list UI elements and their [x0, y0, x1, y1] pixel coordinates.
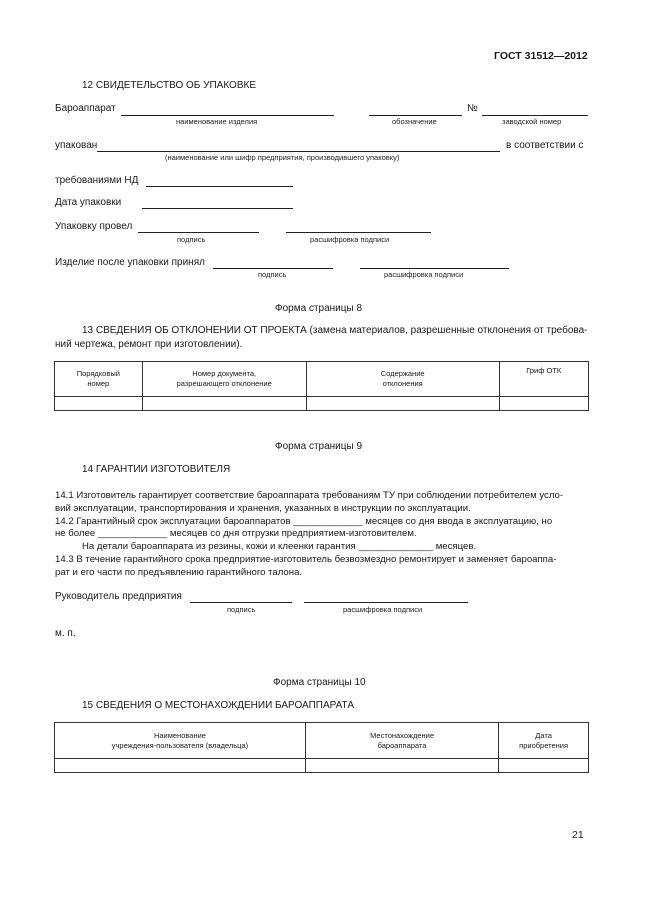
section-13-title-line2: ний чертежа, ремонт при изготовлении).	[55, 339, 243, 350]
serial-number-field[interactable]	[482, 115, 588, 116]
caption-designation: обозначение	[392, 117, 437, 126]
designation-field[interactable]	[369, 115, 462, 116]
packed-label: упакован	[55, 140, 98, 151]
stamp-place: м. п.	[55, 628, 76, 639]
enterprise-field[interactable]	[97, 151, 500, 152]
form-10-caption: Форма страницы 10	[273, 677, 366, 688]
caption-decode-1: расшифровка подписи	[310, 235, 390, 244]
section-12-title: 12 СВИДЕТЕЛЬСТВО ОБ УПАКОВКЕ	[82, 80, 256, 91]
pack-date-field[interactable]	[142, 208, 293, 209]
table-cell[interactable]	[499, 759, 589, 773]
accepted-decode-field[interactable]	[360, 268, 509, 269]
col-header-deviation-content: Содержание отклонения	[306, 362, 499, 397]
caption-decode-2: расшифровка подписи	[384, 270, 464, 279]
packed-by-signature-field[interactable]	[138, 232, 259, 233]
table-cell[interactable]	[142, 397, 306, 411]
table-cell[interactable]	[55, 397, 143, 411]
page-number: 21	[572, 829, 584, 841]
col-header-purchase-date: Дата приобретения	[499, 723, 589, 759]
table-cell[interactable]	[306, 397, 499, 411]
packed-by-label: Упаковку провел	[55, 221, 133, 232]
head-label: Руководитель предприятия	[55, 591, 182, 602]
caption-head-signature: подпись	[227, 605, 256, 614]
col-header-order-number: Порядковый номер	[55, 362, 143, 397]
para-14-2-line2: не более _____________ месяцев со дня отгрузки предприятием-изготовителем.	[55, 528, 417, 539]
para-14-3-line1: 14.3 В течение гарантийного срока предприятие-изготовитель безвозмездно ремонтирует и заменяет бароаппа-	[55, 554, 557, 565]
section-15-title: 15 СВЕДЕНИЯ О МЕСТОНАХОЖДЕНИИ БАРОАППАРАТА	[82, 700, 354, 711]
caption-signature-2: подпись	[258, 270, 287, 279]
caption-head-decode: расшифровка подписи	[343, 605, 423, 614]
device-name-field[interactable]	[121, 115, 334, 116]
location-table	[54, 722, 589, 773]
section-13-title-line1: 13 СВЕДЕНИЯ ОБ ОТКЛОНЕНИИ ОТ ПРОЕКТА (замена материалов, разрешенные отклонения от требова-	[82, 325, 588, 336]
table-cell[interactable]	[499, 397, 588, 411]
col-header-location: Местонахождение бароаппарата	[305, 723, 498, 759]
head-signature-field[interactable]	[190, 602, 292, 603]
caption-device-name: наименование изделия	[176, 117, 258, 126]
nd-field[interactable]	[146, 186, 293, 187]
para-14-3-line2: рат и его части по предъявлению гарантийного талона.	[55, 567, 303, 578]
packed-by-decode-field[interactable]	[286, 232, 431, 233]
para-14-1-line2: вий эксплуатации, транспортирования и хранения, указанных в инструкции по эксплуатации.	[55, 503, 471, 514]
accepted-label: Изделие после упаковки принял	[55, 257, 205, 268]
table-cell[interactable]	[55, 759, 306, 773]
standard-header: ГОСТ 31512—2012	[494, 50, 588, 62]
para-14-2-line1: 14.2 Гарантийный срок эксплуатации бароаппаратов _____________ месяцев со дня ввода в эксплуатацию, но	[55, 516, 553, 527]
section-14-title: 14 ГАРАНТИИ ИЗГОТОВИТЕЛЯ	[82, 464, 231, 475]
accepted-signature-field[interactable]	[213, 268, 333, 269]
para-14-1-line1: 14.1 Изготовитель гарантирует соответствие бароаппарата требованиям ТУ при соблюдении потребителем усло-	[55, 490, 564, 501]
form-8-caption: Форма страницы 8	[275, 303, 363, 314]
form-9-caption: Форма страницы 9	[275, 441, 363, 452]
packed-suffix: в соответствии с	[506, 140, 584, 151]
col-header-owner: Наименование учреждения-пользователя (владельца)	[55, 723, 306, 759]
table-cell[interactable]	[305, 759, 498, 773]
caption-serial: заводской номер	[502, 117, 562, 126]
number-sign: №	[467, 103, 478, 114]
nd-label: требованиями НД	[55, 175, 139, 186]
col-header-otk-stamp: Гриф ОТК	[499, 362, 588, 397]
col-header-document-number: Номер документа, разрешающего отклонение	[142, 362, 306, 397]
pack-date-label: Дата упаковки	[55, 197, 122, 208]
baro-label: Бароаппарат	[55, 103, 116, 114]
head-decode-field[interactable]	[304, 602, 468, 603]
caption-signature-1: подпись	[177, 235, 206, 244]
deviations-table	[54, 361, 589, 411]
para-14-2-rubber: На детали бароаппарата из резины, кожи и клеенки гарантия ______________ месяцев.	[82, 541, 477, 552]
caption-enterprise: (наименование или шифр предприятия, производившего упаковку)	[165, 153, 400, 162]
